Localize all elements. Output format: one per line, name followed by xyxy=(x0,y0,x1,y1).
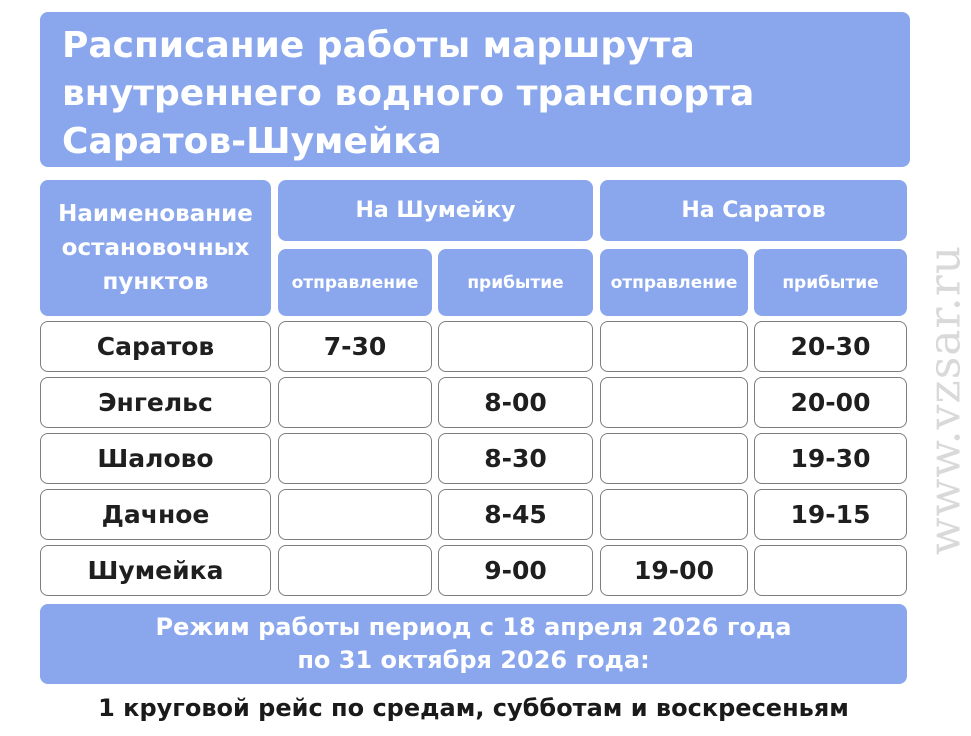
table-cell xyxy=(278,433,432,484)
header-shum-arrival xyxy=(438,249,593,316)
header-shum-arrival-label: прибытие xyxy=(467,272,564,293)
table-cell: 8-30 xyxy=(438,433,593,484)
table-cell: 20-00 xyxy=(754,377,907,428)
table-cell xyxy=(278,545,432,596)
table-cell xyxy=(438,321,593,372)
header-direction-saratov xyxy=(600,180,907,241)
header-stops xyxy=(40,180,271,316)
header-shum-departure-label: отправление xyxy=(291,272,419,293)
table-cell xyxy=(278,489,432,540)
table-row-stop: Энгельс xyxy=(40,377,271,428)
table-cell xyxy=(600,377,748,428)
table-cell: 19-00 xyxy=(600,545,748,596)
header-sar-arrival xyxy=(754,249,907,316)
header-sar-departure xyxy=(600,249,748,316)
header-direction-shumeyka xyxy=(278,180,593,241)
table-cell xyxy=(754,545,907,596)
table-cell: 7-30 xyxy=(278,321,432,372)
table-cell xyxy=(600,321,748,372)
header-sar-arrival-label: прибытие xyxy=(782,272,879,293)
trip-frequency-note: 1 круговой рейс по средам, субботам и воскресеньям xyxy=(98,694,849,722)
table-cell xyxy=(278,377,432,428)
header-stops-label: Наименование остановочных пунктов xyxy=(58,201,253,295)
operating-period-banner xyxy=(40,604,907,684)
table-row-stop: Шалово xyxy=(40,433,271,484)
table-row-stop: Саратов xyxy=(40,321,271,372)
table-cell: 9-00 xyxy=(438,545,593,596)
schedule-title xyxy=(40,12,910,167)
title-line-3: Саратов-Шумейка xyxy=(62,121,442,162)
table-cell: 20-30 xyxy=(754,321,907,372)
table-row-stop: Шумейка xyxy=(40,545,271,596)
header-sar-departure-label: отправление xyxy=(610,272,738,293)
header-shum-departure xyxy=(278,249,432,316)
table-cell: 19-30 xyxy=(754,433,907,484)
title-line-2: внутреннего водного транспорта xyxy=(62,73,755,114)
table-cell: 19-15 xyxy=(754,489,907,540)
site-watermark: www.vzsar.ru xyxy=(919,244,971,556)
table-row-stop: Дачное xyxy=(40,489,271,540)
operating-period-line-1: Режим работы период с 18 апреля 2026 года xyxy=(155,613,792,641)
operating-period-line-2: по 31 октября 2026 года: xyxy=(297,646,650,674)
header-direction-saratov-label: На Саратов xyxy=(681,198,826,223)
table-cell: 8-00 xyxy=(438,377,593,428)
table-cell xyxy=(600,489,748,540)
header-direction-shumeyka-label: На Шумейку xyxy=(355,198,516,223)
table-cell: 8-45 xyxy=(438,489,593,540)
table-cell xyxy=(600,433,748,484)
title-line-1: Расписание работы маршрута xyxy=(62,25,695,66)
